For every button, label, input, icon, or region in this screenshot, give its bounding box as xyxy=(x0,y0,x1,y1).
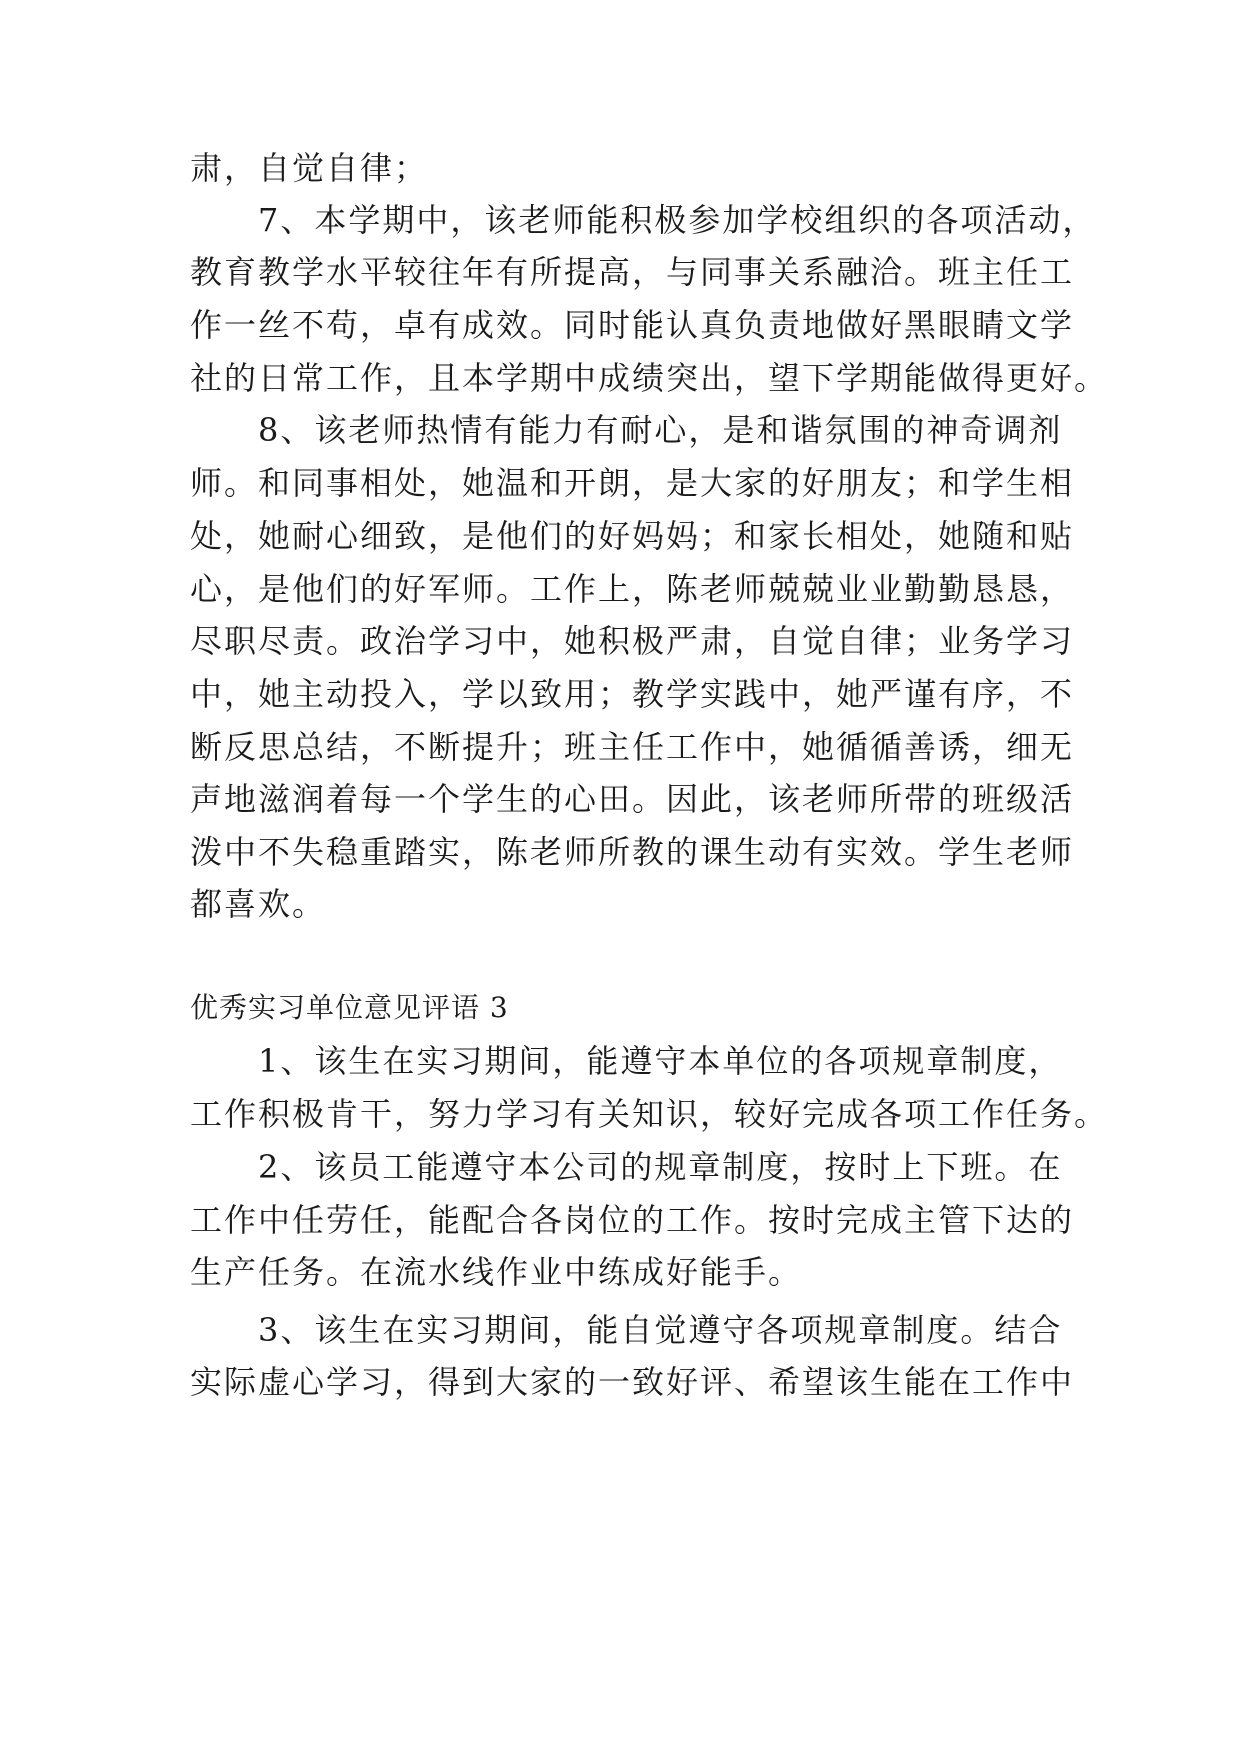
text-line: 实际虚心学习，得到大家的一致好评、希望该生能在工作中 xyxy=(190,1363,1075,1401)
text-line: 都喜欢。 xyxy=(190,885,327,923)
text-line: 工作中任劳任，能配合各岗位的工作。按时完成主管下达的 xyxy=(190,1201,1075,1239)
text-line: 作一丝不苟，卓有成效。同时能认真负责地做好黑眼睛文学 xyxy=(190,306,1075,344)
text-line: 2、该员工能遵守本公司的规章制度，按时上下班。在 xyxy=(190,1148,1063,1186)
text-line: 泼中不失稳重踏实，陈老师所教的课生动有实效。学生老师 xyxy=(190,833,1075,871)
text-line: 声地滋润着每一个学生的心田。因此，该老师所带的班级活 xyxy=(190,780,1075,818)
text-line: 师。和同事相处，她温和开朗，是大家的好朋友；和学生相 xyxy=(190,464,1075,502)
text-line: 尽职尽责。政治学习中，她积极严肃，自觉自律；业务学习 xyxy=(190,622,1075,660)
text-line: 生产任务。在流水线作业中练成好能手。 xyxy=(190,1253,803,1291)
text-line: 7、本学期中，该老师能积极参加学校组织的各项活动， xyxy=(190,201,1097,239)
text-line: 8、该老师热情有能力有耐心，是和谐氛围的神奇调剂 xyxy=(190,411,1063,449)
text-line: 断反思总结，不断提升；班主任工作中，她循循善诱，细无 xyxy=(190,728,1075,766)
text-line: 肃，自觉自律； xyxy=(190,149,429,187)
text-line: 处，她耐心细致，是他们的好妈妈；和家长相处，她随和贴 xyxy=(190,517,1075,555)
text-line: 1、该生在实习期间，能遵守本单位的各项规章制度， xyxy=(190,1042,1063,1080)
text-line: 教育教学水平较往年有所提高，与同事关系融洽。班主任工 xyxy=(190,253,1075,291)
text-line: 心，是他们的好军师。工作上，陈老师兢兢业业勤勤恳恳， xyxy=(190,570,1075,608)
text-line: 3、该生在实习期间，能自觉遵守各项规章制度。结合 xyxy=(190,1311,1063,1349)
text-line: 工作积极肯干，努力学习有关知识，较好完成各项工作任务。 xyxy=(190,1095,1109,1133)
text-line: 中，她主动投入，学以致用；教学实践中，她严谨有序，不 xyxy=(190,675,1075,713)
text-line: 社的日常工作，且本学期中成绩突出，望下学期能做得更好。 xyxy=(190,359,1109,397)
section-title: 优秀实习单位意见评语 3 xyxy=(190,991,509,1024)
